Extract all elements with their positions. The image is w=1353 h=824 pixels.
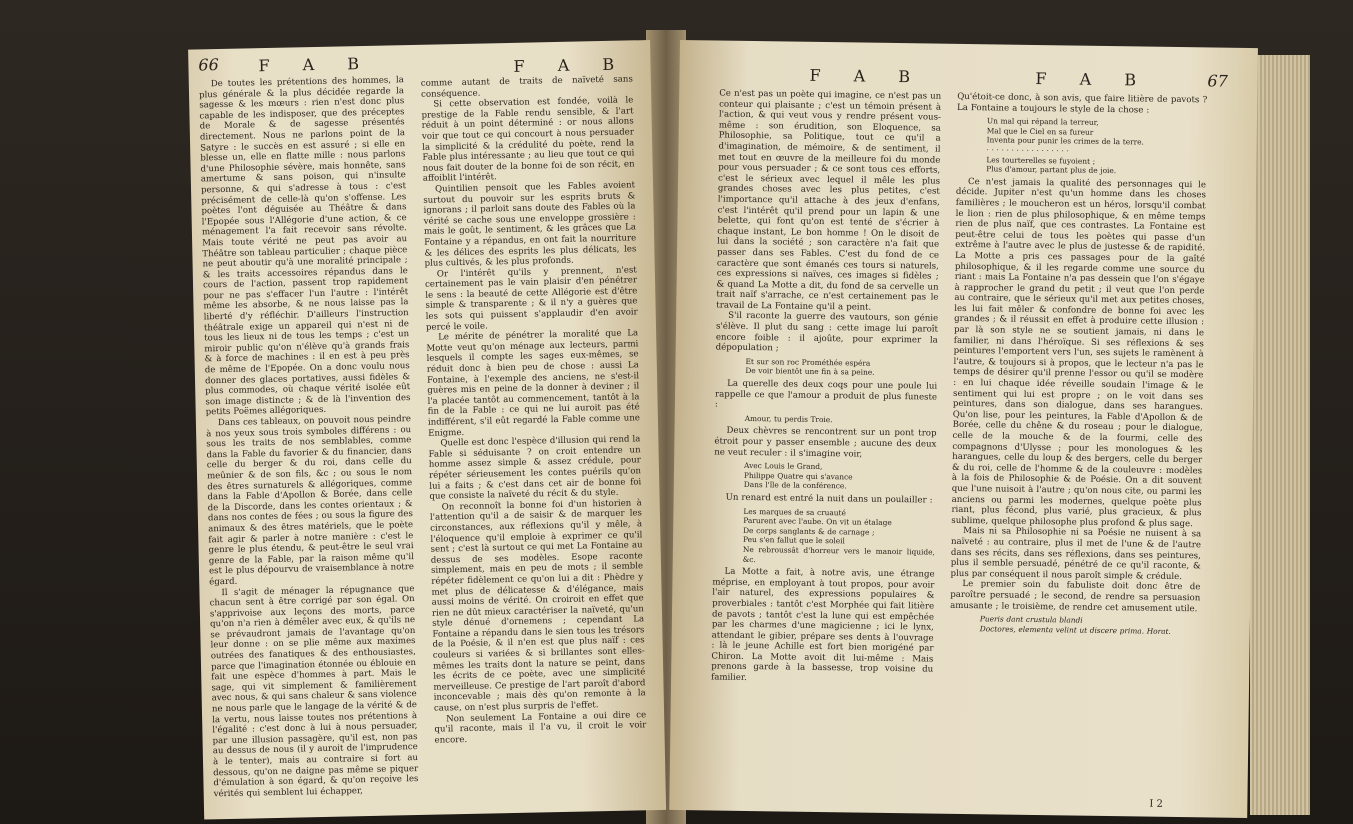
paragraph: Non seulement La Fontaine a oui dire ce qu'il raconte, mais il l'a vu, il croit le voir encore. [434, 709, 647, 746]
verse-line: Inventa pour punir les crimes de la terre. [986, 135, 1144, 147]
verse-line: Peu s'en fallut que le soleil [742, 535, 845, 546]
paragraph: Or l'intérêt qu'ils y prennent, n'est certainement pas le vain plaisir d'en pénétrer le sens : la beauté de cette Allégorie est d'être simple & transparente ; & il n'y a guères que les sots qui puissent s'applaudir d'en avoir percé le voile. [424, 265, 638, 333]
paragraph: S'il raconte la guerre des vautours, son génie s'élève. Il plut du sang : cette image lui paroît encore foible : il ajoûte, pour exprimer la dépopulation ; [715, 311, 939, 354]
verse-line: Philippe Quatre qui s'avance [743, 470, 853, 482]
paragraph: Le premier soin du fabuliste doit donc être de paroître persuadé ; le second, de rendre sa persuasion amusante ; le troisième, de rendre cet amusement utile. [950, 579, 1201, 614]
paragraph: Le mérite de pénétrer la moralité que La Motte veut qu'on ménage aux lecteurs, parmi lesquels il compte les sages eux-mêmes, se réduit donc à bien peu de chose : aussi La Fontaine, à l'exemple des anciens, ne s'est-il guères mis en peine de la donner à deviner ; il l'a placée tantôt au commencement, tantôt à la fin de la Fable : ce qui ne lui auroit pas été indifférent, s'il eût regardé la Fable comme une Enigme. [426, 328, 641, 439]
verse-line: De voir bientôt une fin à sa peine. [745, 366, 875, 378]
verse-line: Ne rebroussât d'horreur vers le manoir liquide, &c. [742, 544, 935, 564]
paragraph: Quintilien pensoit que les Fables avoient surtout du pouvoir sur les esprits bruts & ignorans ; il parloit sans doute des Fables où la vérité se cache sous une enveloppe grossière : mais le goût, le sentiment, & les grâces que La Fontaine y a répandus, en ont fait la nourriture & les délices des esprits les plus délicats, les plus cultivés, & les plus profonds. [423, 180, 637, 269]
verse-line: Un mal qui répand la terreur, [986, 116, 1099, 128]
paragraph: comme autant de traits de naïveté sans conséquence. [420, 74, 633, 100]
verse-quote [744, 461, 936, 492]
verse-line: Les marques de sa cruauté [743, 506, 847, 517]
verse-line: · · · · · · · · · · · · · · · · · [986, 145, 1069, 156]
page-edges [1250, 55, 1310, 815]
verse-line: Et sur son roc Prométhée espéra [745, 356, 871, 368]
quote-line: Pueris dant crustula blandi [979, 614, 1083, 625]
paragraph: On reconnoît la bonne foi d'un historien à l'attention qu'il a de saisir & de marquer les circonstances, aux réflexions qu'il y mêle, à l'éloquence qu'il emploie à exprimer ce qu'il sent ; c'est là surtout ce qui met La Fontaine au dessus de ses modèles. Esope raconte simplement, mais en peu de mots ; il semble répéter fidèlement ce qu'on lui a dit : Phèdre y met plus de délicatesse & d'élégance, mais aussi moins de vérité. On croiroit en effet que rien ne dût mieux caractériser la naïveté, qu'un style dénué d'ornemens ; cependant La Fontaine a répandu dans le sien tous les trésors de la Poésie, & il n'en est que plus naïf : ces couleurs si variées & si brillantes sont elles-mêmes les traits dont la nature se peint, dans les écrits de ce poète, avec une simplicité merveilleuse. Ce prestige de l'art paroît d'abord inconcevable ; mais dès qu'on remonte à la cause, on n'est plus surpris de l'effet. [429, 498, 646, 714]
verse-line: Amour, tu perdis Troie. [744, 413, 833, 424]
running-head-left-2: F A B [513, 54, 629, 76]
paragraph: La querelle des deux coqs pour une poule lui rappelle ce que l'amour a produit de plus funeste : [714, 378, 938, 410]
verse-line: Plus d'amour, partant plus de joie. [986, 164, 1117, 176]
verse-quote [745, 357, 937, 379]
quote-line: Doctores, elementa velint ut discere prima. Horat. [979, 623, 1171, 636]
right-page [669, 40, 1258, 818]
left-column-1 [199, 75, 419, 800]
paragraph: Il s'agit de ménager la répugnance que chacun sent à être corrigé par son égal. On s'apprivoise aux leçons des morts, parce qu'on n'a rien à démêler avec eux, & qu'ils ne se prévaudront jamais de l'avantage qu'on leur donne : on se plie même aux maximes outrées des fanatiques & des enthousiastes, parce que l'imagination étonnée ou éblouie en fait une espèce d'hommes à part. Mais le sage, qui vit simplement & familièrement avec nous, & qui sans chaleur & sans violence ne nous parle que le langage de la vérité & de la vertu, nous laisse toutes nos prétentions à l'égalité : c'est donc à lui à nous persuader, par une illusion passagère, qu'il est, non pas au dessus de nous (il y auroit de l'imprudence à le tenter), mais au contraire si fort au dessous, qu'on ne daigne pas même se piquer d'émulation à son égard, & qu'on reçoive les vérités qui semblent lui échapper, [209, 583, 419, 800]
running-head-right-1: F A B [809, 65, 925, 87]
paragraph: Qu'étoit-ce donc, à son avis, que faire litière de pavots ? La Fontaine a toujours le style de la chose : [957, 91, 1208, 116]
paragraph: Ce n'est jamais la qualité des personnages qui le décide. Jupiter n'est qu'un homme dans les choses familières ; le moucheron est un héros, lorsqu'il combat le lion : rien de plus philosophique, & en même temps rien de plus naïf, que ces contrastes. La Fontaine est peut-être celui de tous les poètes qui passe d'un extrême à l'autre avec le plus de justesse & de rapidité. La Motte a pris ces passages pour de la gaîté philosophique, & il les regarde comme une source du riant : mais La Fontaine n'a pas dessein que l'on s'égaye à rapprocher le grand du petit ; il veut que l'on perde au contraire, que le sérieux qu'il met aux petites choses, les lui fait mêler & confondre de bonne foi avec les grandes ; & il réussit en effet à produire cette illusion : par là son style ne se soutient jamais, ni dans le familier, ni dans l'héroïque. Si ses réflexions & ses peintures l'emportent vers l'un, ses sujets le ramènent à l'autre, & toujours si à propos, que le lecteur n'a pas le temps de désirer qu'il prenne l'essor ou qu'il se modère : en lui chaque idée réveille soudain l'image & le sentiment qui lui est propre ; on le voit dans ses peintures, dans son dialogue, dans ses harangues. Qu'on lise, pour les peintures, la Fable d'Apollon & de Borée, celle du chêne & du roseau ; pour le dialogue, celle de la mouche & de la fourmi, celle des compagnons d'Ulysse ; pour les monologues & les harangues, celle du loup & des bergers, celle du berger & du roi, celle de l'homme & de la couleuvre : modèles à la fois de Philosophie & de Poésie. On a dit souvent que l'une nuisoit à l'autre ; qu'on nous cite, ou parmi les anciens ou parmi les modernes, quelque poète plus riant, plus fécond, plus varié, plus gracieux, & plus sublime, quelque philosophe plus profond & plus sage. [951, 176, 1207, 529]
verse-quote [743, 506, 936, 566]
paragraph: Ce n'est pas un poète qui imagine, ce n'est pas un conteur qui plaisante ; c'est un témoin présent à l'action, & qui veut vous y rendre présent vous-même : son érudition, son Eloquence, sa Philosophie, sa Politique, tout ce qu'il a d'imagination, de mémoire, & de sentiment, il met tout en œuvre de la meilleure foi du monde pour vous persuader ; & ce sont tous ces efforts, c'est le sérieux avec lequel il mêle les plus grandes choses avec les plus petites, c'est l'importance qu'il attache à des jeux d'enfans, c'est l'intérêt qu'il prend pour un lapin & une belette, qui font qu'on est tenté de s'écrier à chaque instant, Le bon homme ! On le disoit de lui dans la société ; son caractère n'a fait que passer dans ses Fables. C'est du fond de ce caractère que sont émanés ces tours si naturels, ces expressions si naïves, ces images si fidèles ; & quand La Motte a dit, du fond de sa cervelle un trait naïf s'arrache, ce n'est certainement pas le travail de La Fontaine qu'il a peint. [716, 88, 942, 313]
verse-line: Dans l'île de la conférence. [743, 480, 847, 491]
signature-mark: I 2 [1149, 798, 1163, 810]
verse-quote [745, 414, 937, 426]
verse-line: Mal que le Ciel en sa fureur [986, 126, 1094, 137]
left-column-2 [421, 74, 647, 746]
paragraph: Un renard est entré la nuit dans un poulailler : [725, 492, 933, 506]
paragraph: De toutes les prétentions des hommes, la plus générale & la plus décidée regarde la sagesse & les mœurs : rien n'est donc plus capable de les indisposer, que des préceptes de Morale & de sagesse présentés directement. Nous ne parlons point de la Satyre : le succès en est assuré ; si elle en blesse un, elle en flatte mille : nous parlons d'une Philosophie sévère, mais honnête, sans amertume & sans poison, qui n'insulte personne, & qui s'adresse à tous : c'est précisément de celle-là qu'on s'offense. Les poètes l'ont déguisée au Théâtre & dans l'Epopée sous l'Allégorie d'une action, & ce ménagement l'a fait recevoir sans révolte. Mais toute vérité ne peut pas avoir au Théâtre son tableau particulier ; chaque pièce ne peut aboutir qu'à une moralité principale ; & les traits accessoires répandus dans le cours de l'action, passent trop rapidement pour ne pas s'effacer l'un l'autre : l'intérêt même les absorbe, & ne nous laisse pas la liberté d'y réfléchir. D'ailleurs l'instruction théâtrale exige un appareil qui n'est ni de tous les lieux ni de tous les temps ; c'est un miroir public qu'on n'élève qu'à grands frais & à force de machines : il en est à peu près de même de l'Epopée. On a donc voulu nous donner des glaces portatives, aussi fidèles & plus commodes, où chaque vérité isolée eût son image distincte ; & de là l'invention des petits Poëmes allégoriques. [198, 75, 411, 418]
verse-line: Les tourterelles se fuyoient ; [986, 154, 1096, 166]
verse-line: Avec Louis le Grand, [744, 461, 823, 472]
right-column-2 [950, 92, 1208, 640]
running-head-left-1: F A B [258, 53, 374, 76]
paragraph: Deux chèvres se rencontrent sur un pont trop étroit pour y passer ensemble ; aucune des deux ne veut reculer : il s'imagine voir, [714, 426, 937, 460]
paragraph: Si cette observation est fondée, voilà le prestige de la Fable rendu sensible, & l'art réduit à un point déterminé : or nous allons voir que tout ce qui concourt à nous persuader la simplicité & la crédulité du poète, rend la Fable plus intéressante ; au lieu que tout ce qui nous fait douter de la bonne foi de son récit, en affoiblit l'intérêt. [421, 95, 635, 185]
paragraph: Dans ces tableaux, on pouvoit nous peindre à nos yeux sous trois symboles différens : ou sous les traits de nos semblables, comme dans la Fable du favorier & du financier, dans celle du berger & du roi, dans celle du meûnier & de son fils, &c ; ou sous le nom des êtres surnaturels & allégoriques, comme dans la Fable d'Apollon & Borée, dans celle de la Discorde, dans les contes orientaux ; & dans nos contes de fées ; ou sous la figure des animaux & des êtres matériels, que le poète fait agir & parler à notre manière : c'est le genre le plus étendu, & peut-être le seul vrai genre de la Fable, par la raison même qu'il est le plus dépourvu de vraisemblance à notre égard. [206, 414, 415, 588]
left-page [188, 40, 666, 820]
paragraph: Quelle est donc l'espèce d'illusion qui rend la Fable si séduisante ? on croit entendre un homme assez simple & assez crédule, pour répéter sérieusement les contes puérils qu'on lui a faits ; & c'est dans cet air de bonne foi que consiste la naïveté du récit & du style. [428, 434, 642, 502]
latin-quote [980, 614, 1200, 636]
page-number-67: 67 [1207, 71, 1228, 91]
verse-line: De corps sanglants & de carnage ; [743, 525, 875, 537]
paragraph: La Motte a fait, à notre avis, une étrange méprise, en employant à tout propos, pour avoir l'air naturel, des expressions populaires & proverbiales : tantôt c'est Morphée qui fait litière de pavots ; tantôt c'est la lune qui est empêchée par les charmes d'une magicienne ; ici le lynx, attendant le gibier, prépare ses dents à l'ouvrage : là le jeune Achille est fort bien morigéné par Chiron. La Motte avoit dit lui-même : Mais prenons garde à la bassesse, trop voisine du familier. [711, 566, 935, 684]
verse-line: Parurent avec l'aube. On vit un étalage [743, 516, 892, 528]
running-head-right-2: F A B [1035, 68, 1151, 90]
verse-quote [986, 116, 1207, 177]
right-column-1 [711, 89, 941, 687]
paragraph: Mais ni sa Philosophie ni sa Poésie ne nuisent à sa naïveté : au contraire, plus il met de l'une & de l'autre dans ses récits, dans ses réflexions, dans ses peintures, plus il semble persuadé, pénétré de ce qu'il raconte, & plus par conséquent il nous paroît simple & crédule. [950, 526, 1202, 582]
page-number-66: 66 [198, 55, 219, 75]
